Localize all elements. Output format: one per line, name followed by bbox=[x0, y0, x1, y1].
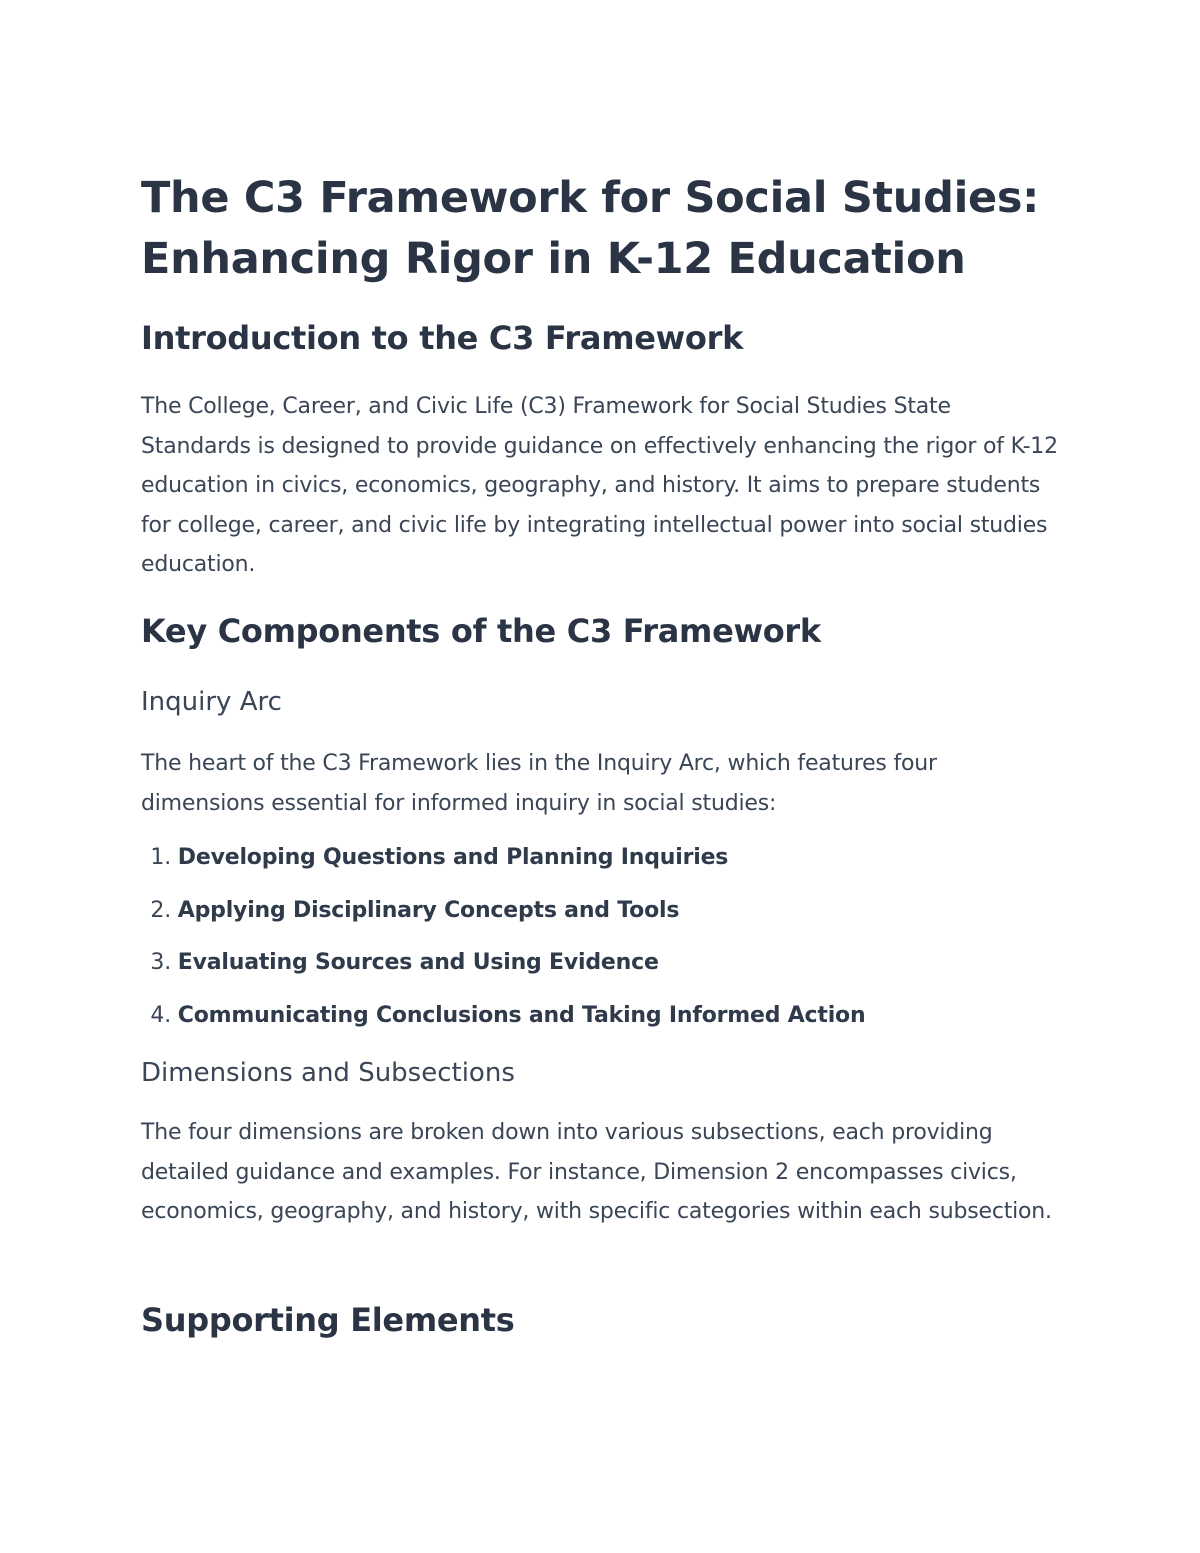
document-title: The C3 Framework for Social Studies: Enhancing Rigor in K-12 Education bbox=[141, 173, 1040, 284]
list-item bbox=[141, 943, 865, 996]
list-item-text: Communicating Conclusions and Taking Informed Action bbox=[177, 1003, 866, 1029]
list-item-text: Applying Disciplinary Concepts and Tools bbox=[177, 897, 680, 923]
inquiry-arc-heading: Inquiry Arc bbox=[141, 687, 282, 717]
list-item bbox=[141, 838, 865, 891]
intro-paragraph: The College, Career, and Civic Life (C3) Framework for Social Studies State Standards is designed to provide guidance on effectively enhancing the rigor of K-12 education in civics, economics, geography, and history. It aims to prepare students for college, career, and civic life by integrating intellectual power into social studies education. bbox=[141, 394, 1058, 577]
list-item-text: Evaluating Sources and Using Evidence bbox=[177, 950, 659, 976]
list-item bbox=[141, 996, 865, 1049]
list-item-text: Developing Questions and Planning Inquiries bbox=[177, 845, 729, 870]
inquiry-arc-paragraph: The heart of the C3 Framework lies in the Inquiry Arc, which features four dimensions essential for informed inquiry in social studies: bbox=[141, 751, 937, 816]
intro-heading: Introduction to the C3 Framework bbox=[141, 319, 744, 357]
dimensions-heading: Dimensions and Subsections bbox=[141, 1058, 515, 1088]
list-item-number: 1. bbox=[150, 845, 171, 870]
key-components-heading: Key Components of the C3 Framework bbox=[141, 612, 821, 650]
inquiry-arc-list bbox=[141, 838, 865, 1049]
list-item-number: 4. bbox=[150, 1003, 171, 1029]
list-item-number: 2. bbox=[150, 897, 171, 923]
list-item-number: 3. bbox=[150, 950, 171, 976]
list-item bbox=[141, 891, 865, 944]
dimensions-paragraph: The four dimensions are broken down into various subsections, each providing detailed guidance and examples. For instance, Dimension 2 encompasses civics, economics, geography, and history, with specific categories within each subsection. bbox=[141, 1120, 1052, 1224]
supporting-elements-heading: Supporting Elements bbox=[141, 1301, 515, 1339]
